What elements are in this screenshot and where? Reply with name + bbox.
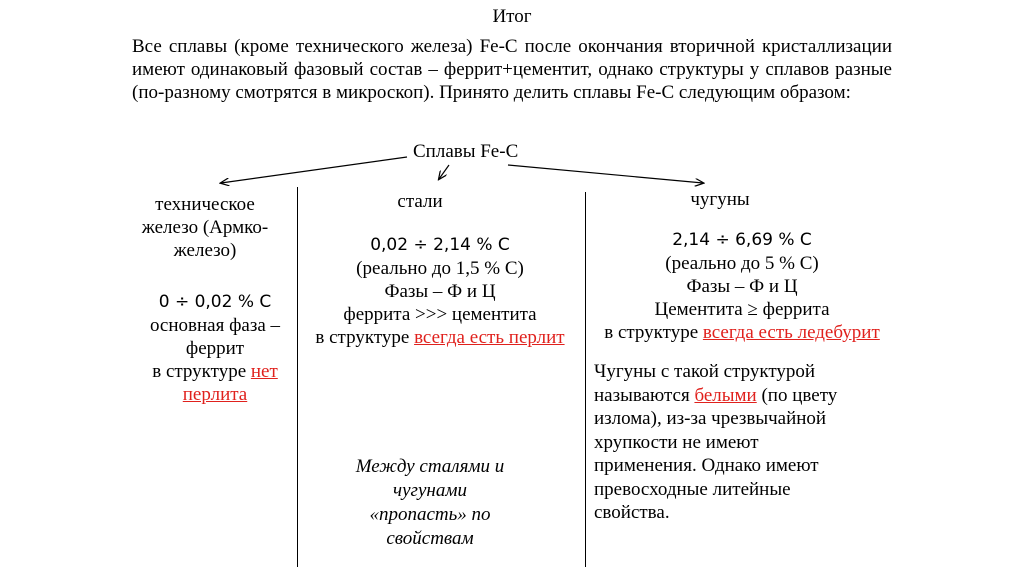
left-structure-cont [130,383,300,406]
middle-note [320,455,540,551]
arrow-middle [439,165,449,179]
left-body [130,291,300,406]
arrow-left [221,157,407,183]
left-heading [120,193,290,262]
arrow-right [508,165,703,183]
right-para-prefix: называются [594,384,695,406]
page-title: Итог [492,6,532,27]
right-para-line: применения. Однако имеют [594,455,819,476]
right-phases: Фазы – Ф и Ц [686,276,798,297]
right-structure [584,321,900,344]
right-para-line: свойства. [594,502,670,523]
right-para-line: излома), из-за чрезвычайной [594,408,827,429]
right-ratio: Цементита ≥ феррита [654,299,830,320]
left-line: основная фаза – [149,315,281,336]
right-real: (реально до 5 % С) [665,253,819,274]
right-paragraph [594,360,894,525]
right-para-line: хрупкости не имеют [594,431,759,453]
middle-phases: Фазы – Ф и Ц [384,281,496,302]
right-para-highlight: белыми [694,384,757,406]
right-para-line: превосходные литейные [594,478,791,500]
middle-ratio: феррита >>> цементита [343,304,537,325]
middle-body [290,233,590,349]
middle-structure-prefix: в структуре [315,327,415,348]
middle-structure-highlight: всегда есть перлит [414,327,565,348]
middle-heading: стали [397,191,443,212]
left-structure [130,360,300,383]
middle-note-line: свойствам [386,528,474,549]
left-structure-prefix: в структуре [152,361,251,382]
middle-note-line: чугунами [393,480,467,501]
right-structure-highlight: всегда есть ледебурит [702,322,880,343]
right-para-line: Чугуны с такой структурой [594,361,816,382]
right-body [584,228,900,344]
middle-note-line: Между сталями и [355,456,505,477]
left-heading-line: железо) [173,240,237,261]
left-heading-line: железо (Армко- [141,217,269,238]
middle-real: (реально до 1,5 % С) [356,258,524,279]
middle-range: 0,02 ÷ 2,14 % C [370,235,510,255]
root-label: Сплавы Fe-C [413,141,519,162]
right-range: 2,14 ÷ 6,69 % C [672,230,812,250]
right-para-suffix: (по цвету [756,384,838,406]
right-structure-prefix: в структуре [604,322,703,343]
left-structure-highlight: нет [250,361,278,382]
left-structure-highlight-2: перлита [182,384,248,405]
middle-note-line: «пропасть» по [369,504,491,525]
right-heading: чугуны [690,189,750,210]
intro-paragraph: Все сплавы (кроме технического железа) Fe-C после окончания вторичной кристаллизации имеют одинаковый фазовый состав – феррит+цементит, однако структуры у сплавов разные (по-разному смотрятся в микроскоп). Принято делить сплавы Fe-C следующим образом: [132,36,892,103]
left-range: 0 ÷ 0,02 % C [158,292,272,312]
left-heading-line: техническое [155,194,255,215]
left-line: феррит [185,338,245,359]
right-para-line [594,384,894,408]
middle-structure [290,326,590,349]
